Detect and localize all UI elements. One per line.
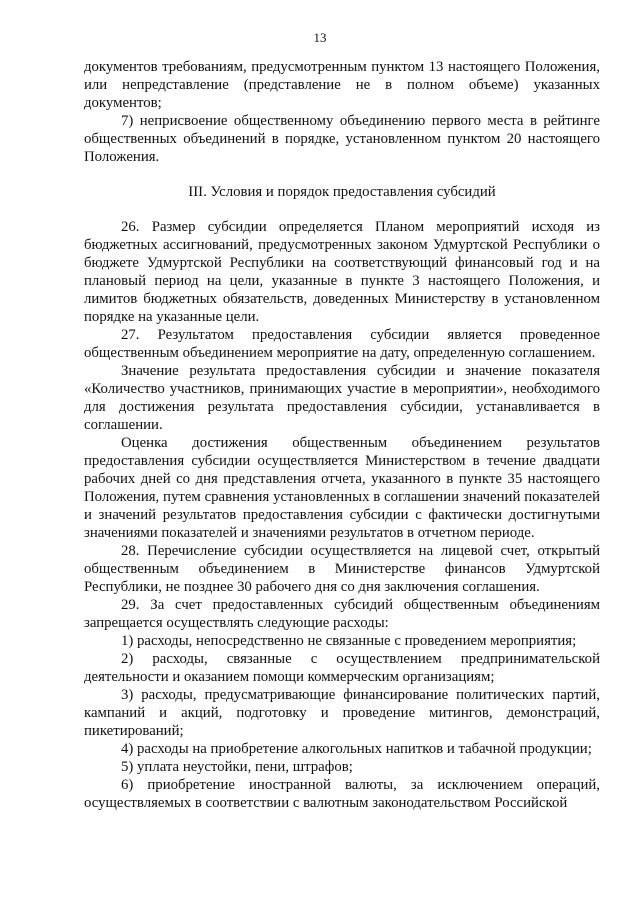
paragraph: 28. Перечисление субсидии осуществляется на лицевой счет, открытый общественным объединением в Министерстве финансов Удмуртской Республики, не позднее 30 рабочего дня со дня заключения соглашения. (84, 543, 600, 595)
paragraph: 4) расходы на приобретение алкогольных напитков и табачной продукции; (121, 741, 592, 757)
paragraph: Значение результата предоставления субсидии и значение показателя «Количество участников, принимающих участие в мероприятии», необходимого для достижения результата предоставления субсидии, устанавливается в соглашении. (84, 363, 600, 433)
section-heading: III. Условия и порядок предоставления субсидий (188, 184, 496, 200)
paragraph: 26. Размер субсидии определяется Планом мероприятий исходя из бюджетных ассигнований, предусмотренных законом Удмуртской Республики о бюджете Удмуртской Республики на соответствующий финансовый год и на плановый период на цели, указанные в пункте 3 настоящего Положения, и лимитов бюджетных обязательств, доведенных Министерству в установленном порядке на указанные цели. (84, 219, 600, 325)
paragraph: 2) расходы, связанные с осуществлением предпринимательской деятельности и оказанием помощи коммерческим организациям; (84, 651, 600, 685)
paragraph: 27. Результатом предоставления субсидии является проведенное общественным объединением мероприятие на дату, определенную соглашением. (84, 327, 600, 361)
paragraph: 1) расходы, непосредственно не связанные с проведением мероприятия; (121, 633, 577, 649)
paragraph: 5) уплата неустойки, пени, штрафов; (121, 759, 353, 775)
paragraph: документов требованиям, предусмотренным пунктом 13 настоящего Положения, или непредставление (представление не в полном объеме) указанных документов; (84, 59, 600, 111)
paragraph: 29. За счет предоставленных субсидий общественным объединениям запрещается осуществлять следующие расходы: (84, 597, 600, 631)
document-body (84, 58, 600, 812)
page-number: 13 (313, 30, 327, 45)
paragraph: 3) расходы, предусматривающие финансирование политических партий, кампаний и акций, подготовку и проведение митингов, демонстраций, пикетирований; (84, 687, 600, 739)
paragraph: Оценка достижения общественным объединением результатов предоставления субсидии осуществляется Министерством в течение двадцати рабочих дней со дня представления отчета, указанного в пункте 35 настоящего Положения, путем сравнения установленных в соглашении значений показателей и значений результатов предоставления субсидии с фактически достигнутыми значениями показателей и значениями результатов в отчетном периоде. (84, 435, 600, 541)
paragraph: 6) приобретение иностранной валюты, за исключением операций, осуществляемых в соответствии с валютным законодательством Российской (84, 777, 600, 811)
paragraph: 7) неприсвоение общественному объединению первого места в рейтинге общественных объединений в порядке, установленном пунктом 20 настоящего Положения. (84, 113, 600, 165)
